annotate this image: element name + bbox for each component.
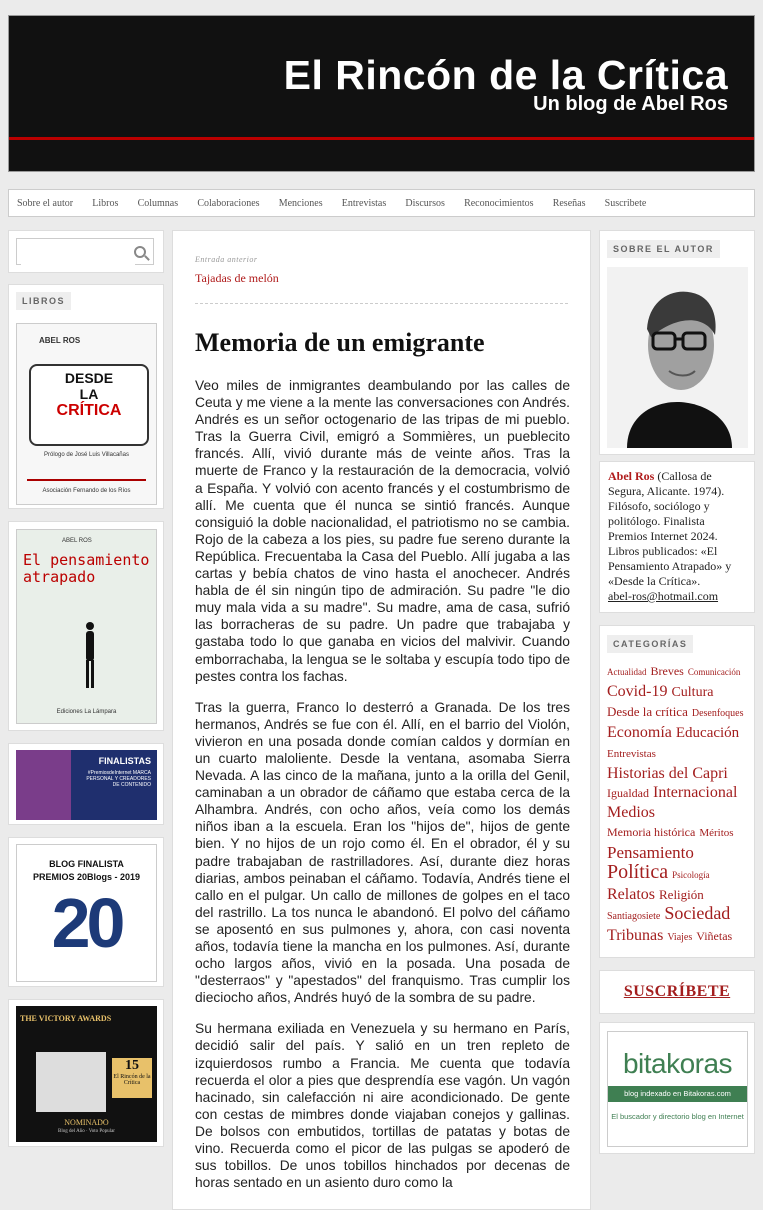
badge-brand: THE VICTORY AWARDS <box>20 1014 112 1023</box>
category-link[interactable]: Medios <box>607 804 655 821</box>
search-input[interactable] <box>21 239 135 265</box>
author-email-link[interactable]: abel-ros@hotmail.com <box>608 589 719 603</box>
author-bio-text: (Callosa de Segura, Alicante. 1974). Filósofo, sociólogo y politólogo. Finalista Premios Internet 2024. Libros publicados: «El Pensamiento Atrapado» y «Desde la Crítica». <box>608 469 732 588</box>
subscribe-link[interactable]: SUSCRÍBETE <box>623 983 731 1000</box>
category-link[interactable]: Tribunas <box>607 927 664 944</box>
book-author: ABEL ROS <box>62 538 92 544</box>
finalistas-badge-widget <box>8 743 164 825</box>
author-name-link[interactable]: Abel Ros <box>608 469 655 483</box>
previous-entry-link[interactable]: Tajadas de melón <box>195 271 279 285</box>
category-link[interactable]: Viajes <box>667 932 693 943</box>
article-paragraph: Tras la guerra, Franco lo desterró a Granada. De los tres hermanos, Andrés se fue con él. Allí, en el barrio del Violón, vivieron en una posada donde comían caldos y dormían en un cuarto maloliente. Desde la ventana, asomaba Sierra Nevada. A las cinco de la mañana, junto a la orilla del Genil, caminaban a un obrador de cáñamo que estaba cerca de la Alhambra. Andrés, con ocho años, veía como los demás niños iban a la escuela. Eran los "hijos de", hijos de gente bien. Y no hijos de un rojo como él. En el obrador, él y su padre trabajaban de rastrilladores. Así, durante diez horas diarias, ambos peinaban el cáñamo. Todavía, Andrés tiene el callo en el pulgar. Un callo de millones de golpes en el taco del rastrillo. La tos nunca le abandonó. El polvo del cáñamo se aposentó en sus pulmones y, ahora, con casi noventa años, todavía tiene la mancha en los pulmones. Así, durante ocho largos años, vivió en la posada. Una posada de "desterraos" y "apestados" del franquismo. Tras cumplir los dieciocho años, Andrés huyó de la sombra de su padre. <box>195 699 570 1006</box>
site-header <box>8 15 755 172</box>
category-link[interactable]: Méritos <box>699 827 734 839</box>
left-sidebar <box>8 230 164 1147</box>
nav-item-menciones[interactable]: Menciones <box>278 197 323 209</box>
category-link[interactable]: Psicología <box>672 870 710 880</box>
bitakoras-logo: bitakoras <box>622 1048 733 1079</box>
category-link[interactable]: Pensamiento <box>607 843 694 862</box>
categories-widget <box>599 625 755 958</box>
victory-awards-badge[interactable] <box>16 1006 157 1142</box>
book-title-line: DESDE <box>64 370 114 386</box>
badge-graphic <box>16 750 71 820</box>
category-link[interactable]: Cultura <box>671 685 714 700</box>
category-link[interactable]: Igualdad <box>607 786 649 800</box>
article-paragraph: Su hermana exiliada en Venezuela y su hermano en París, decidió salir del país. Y salió en un tren repleto de izquierdosos rumbo a Francia. Me cuenta que todavía recuerda el olor a pies que desprendía ese vagón. Un vagón hacinado, sin calefacción ni aire acondicionado. De gente con cestas de mimbres donde viajaban conejos y gallinas. De bolsos con embutidos, tortillas de patatas y botas de vino. Recuerda como el picor de las pulgas se apoderó de sus tobillos. De unos tobillos hinchados por decenas de horas sentado en un asiento duro como la <box>195 1021 570 1191</box>
book-title: El pensamiento atrapado <box>23 551 150 586</box>
site-subtitle: Un blog de Abel Ros <box>533 93 728 115</box>
about-widget <box>599 230 755 455</box>
divider <box>195 303 568 304</box>
category-cloud <box>607 661 747 947</box>
category-link[interactable]: Memoria histórica <box>607 825 696 839</box>
article-body <box>195 377 570 1205</box>
category-link[interactable]: Actualidad <box>607 667 647 677</box>
category-link[interactable]: Entrevistas <box>607 748 656 760</box>
finalistas-badge[interactable] <box>16 750 157 820</box>
badge-nominado: NOMINADO <box>64 1118 109 1127</box>
category-link[interactable]: Religión <box>659 887 704 902</box>
badge-number: 20 <box>51 884 122 962</box>
20blogs-badge[interactable] <box>16 844 157 982</box>
nav-item-sobre-el-autor[interactable]: Sobre el autor <box>17 197 74 209</box>
nav-item-columnas[interactable]: Columnas <box>137 197 179 209</box>
badge-number: 15 <box>125 1058 139 1073</box>
book-cover-pensamiento-atrapado[interactable] <box>16 529 157 724</box>
author-photo <box>607 267 748 448</box>
category-link[interactable]: Relatos <box>607 886 655 903</box>
widget-label-sobre-el-autor: SOBRE EL AUTOR <box>607 240 720 258</box>
search-widget <box>8 230 164 273</box>
badge-line: BLOG FINALISTA <box>49 859 124 869</box>
book-publisher: Ediciones La Lámpara <box>56 709 117 715</box>
category-link[interactable]: Desenfoques <box>691 708 744 719</box>
subscribe-widget <box>599 970 755 1014</box>
search-field <box>16 238 154 265</box>
badge-number-box <box>112 1058 152 1098</box>
badge-title: FINALISTAS <box>98 756 151 766</box>
book-cover-desde-la-critica[interactable] <box>16 323 157 505</box>
badge-line: PREMIOS 20Blogs - 2019 <box>32 872 141 882</box>
category-link[interactable]: Viñetas <box>696 929 733 943</box>
20blogs-badge-widget <box>8 837 164 987</box>
badge-subtitle: #PremiosdeInternet MARCA PERSONAL Y CREADORES DE CONTENIDO <box>86 770 151 788</box>
search-icon[interactable] <box>134 246 146 258</box>
book2-widget <box>8 521 164 731</box>
category-link[interactable]: Santiagosiete <box>607 911 661 922</box>
post-title: Memoria de un emigrante <box>195 328 485 357</box>
main-nav <box>8 189 755 217</box>
bitakoras-subtitle: El buscador y directorio blog en Internet <box>611 1112 744 1121</box>
category-link[interactable]: Historias del Capri <box>607 765 728 782</box>
book-divider <box>27 479 146 481</box>
main-content <box>172 230 591 1210</box>
author-portrait-icon <box>607 267 748 448</box>
nav-item-reconocimientos[interactable]: Reconocimientos <box>464 197 534 209</box>
bitakoras-badge[interactable] <box>607 1031 748 1147</box>
category-link[interactable]: Breves <box>650 664 684 678</box>
nav-item-discursos[interactable]: Discursos <box>405 197 445 209</box>
category-link[interactable]: Covid-19 <box>607 683 668 700</box>
book-title-line: CRÍTICA <box>56 402 122 419</box>
category-link[interactable]: Economía <box>607 724 672 741</box>
category-link[interactable]: Sociedad <box>664 903 731 923</box>
previous-entry-label: Entrada anterior <box>195 255 258 264</box>
badge-nominado-sub: Blog del Año · Voto Popular <box>58 1129 115 1134</box>
libros-widget <box>8 284 164 509</box>
widget-label-libros: LIBROS <box>16 292 71 310</box>
right-sidebar <box>599 230 755 1154</box>
nav-item-colaboraciones[interactable]: Colaboraciones <box>197 197 260 209</box>
silhouette-figure-icon <box>83 620 97 690</box>
book-title-line: LA <box>79 386 99 402</box>
badge-number-caption: El Rincón de la Crítica <box>113 1074 151 1086</box>
header-red-line <box>9 137 754 140</box>
victory-awards-widget <box>8 999 164 1147</box>
book-author: ABEL ROS <box>39 336 81 345</box>
category-link[interactable]: Educación <box>675 725 740 741</box>
category-link[interactable]: Política <box>607 861 669 883</box>
author-bio <box>599 461 755 613</box>
badge-screenshot <box>36 1052 106 1112</box>
bitakoras-widget <box>599 1022 755 1154</box>
nav-item-entrevistas[interactable]: Entrevistas <box>341 197 387 209</box>
category-link[interactable]: Comunicación <box>687 667 741 677</box>
nav-item-suscribete[interactable]: Suscribete <box>604 197 647 209</box>
article-paragraph: Veo miles de inmigrantes deambulando por las calles de Ceuta y me viene a la mente las conversaciones con Andrés. Andrés es un señor octogenario de las tripas de mi pueblo. Tras la Guerra Civil, emigró a Sommières, un pueblecito francés. Allí, vivió durante más de veinte años. Tras la muerte de Franco y la restauración de la democracia, volvió a España. Y volvió con acento francés y el costumbrismo de allí. Me cuenta que él nunca se sintió francés. Aunque consiguió la doble nacionalidad, el patriotismo no se cambia. Rojo de la cabeza a los pies, su padre fue sereno durante la República. Frecuentaba la Casa del Pueblo. Allí jugaba a las cartas y bebía chatos de vino hasta el anochecer. Andrés habla de él sin ningún tipo de admiración. Su padre "le dio muy mala vida a su madre". Su madre, ama de casa, sufrió las borracheras de su padre. Un padre que trabajaba y gastaba todo lo que ganaba en vicios del malvivir. Cuando emborrachaba, la lengua se le soltaba y escupía todo tipo de pestes contra los fachas. <box>195 378 570 684</box>
widget-label-categorias: CATEGORÍAS <box>607 635 693 653</box>
nav-item-resenas[interactable]: Reseñas <box>552 197 586 209</box>
book-prologue: Prólogo de José Luis Villacañas <box>44 452 129 458</box>
site-title[interactable]: El Rincón de la Crítica <box>283 52 728 98</box>
nav-item-libros[interactable]: Libros <box>92 197 119 209</box>
book-title-frame <box>29 364 149 446</box>
book-publisher: Asociación Fernando de los Ríos <box>42 488 131 494</box>
bitakoras-bar: blog indexado en Bitakoras.com <box>608 1086 747 1102</box>
category-link[interactable]: Desde la crítica <box>607 704 688 719</box>
category-link[interactable]: Internacional <box>652 784 738 801</box>
